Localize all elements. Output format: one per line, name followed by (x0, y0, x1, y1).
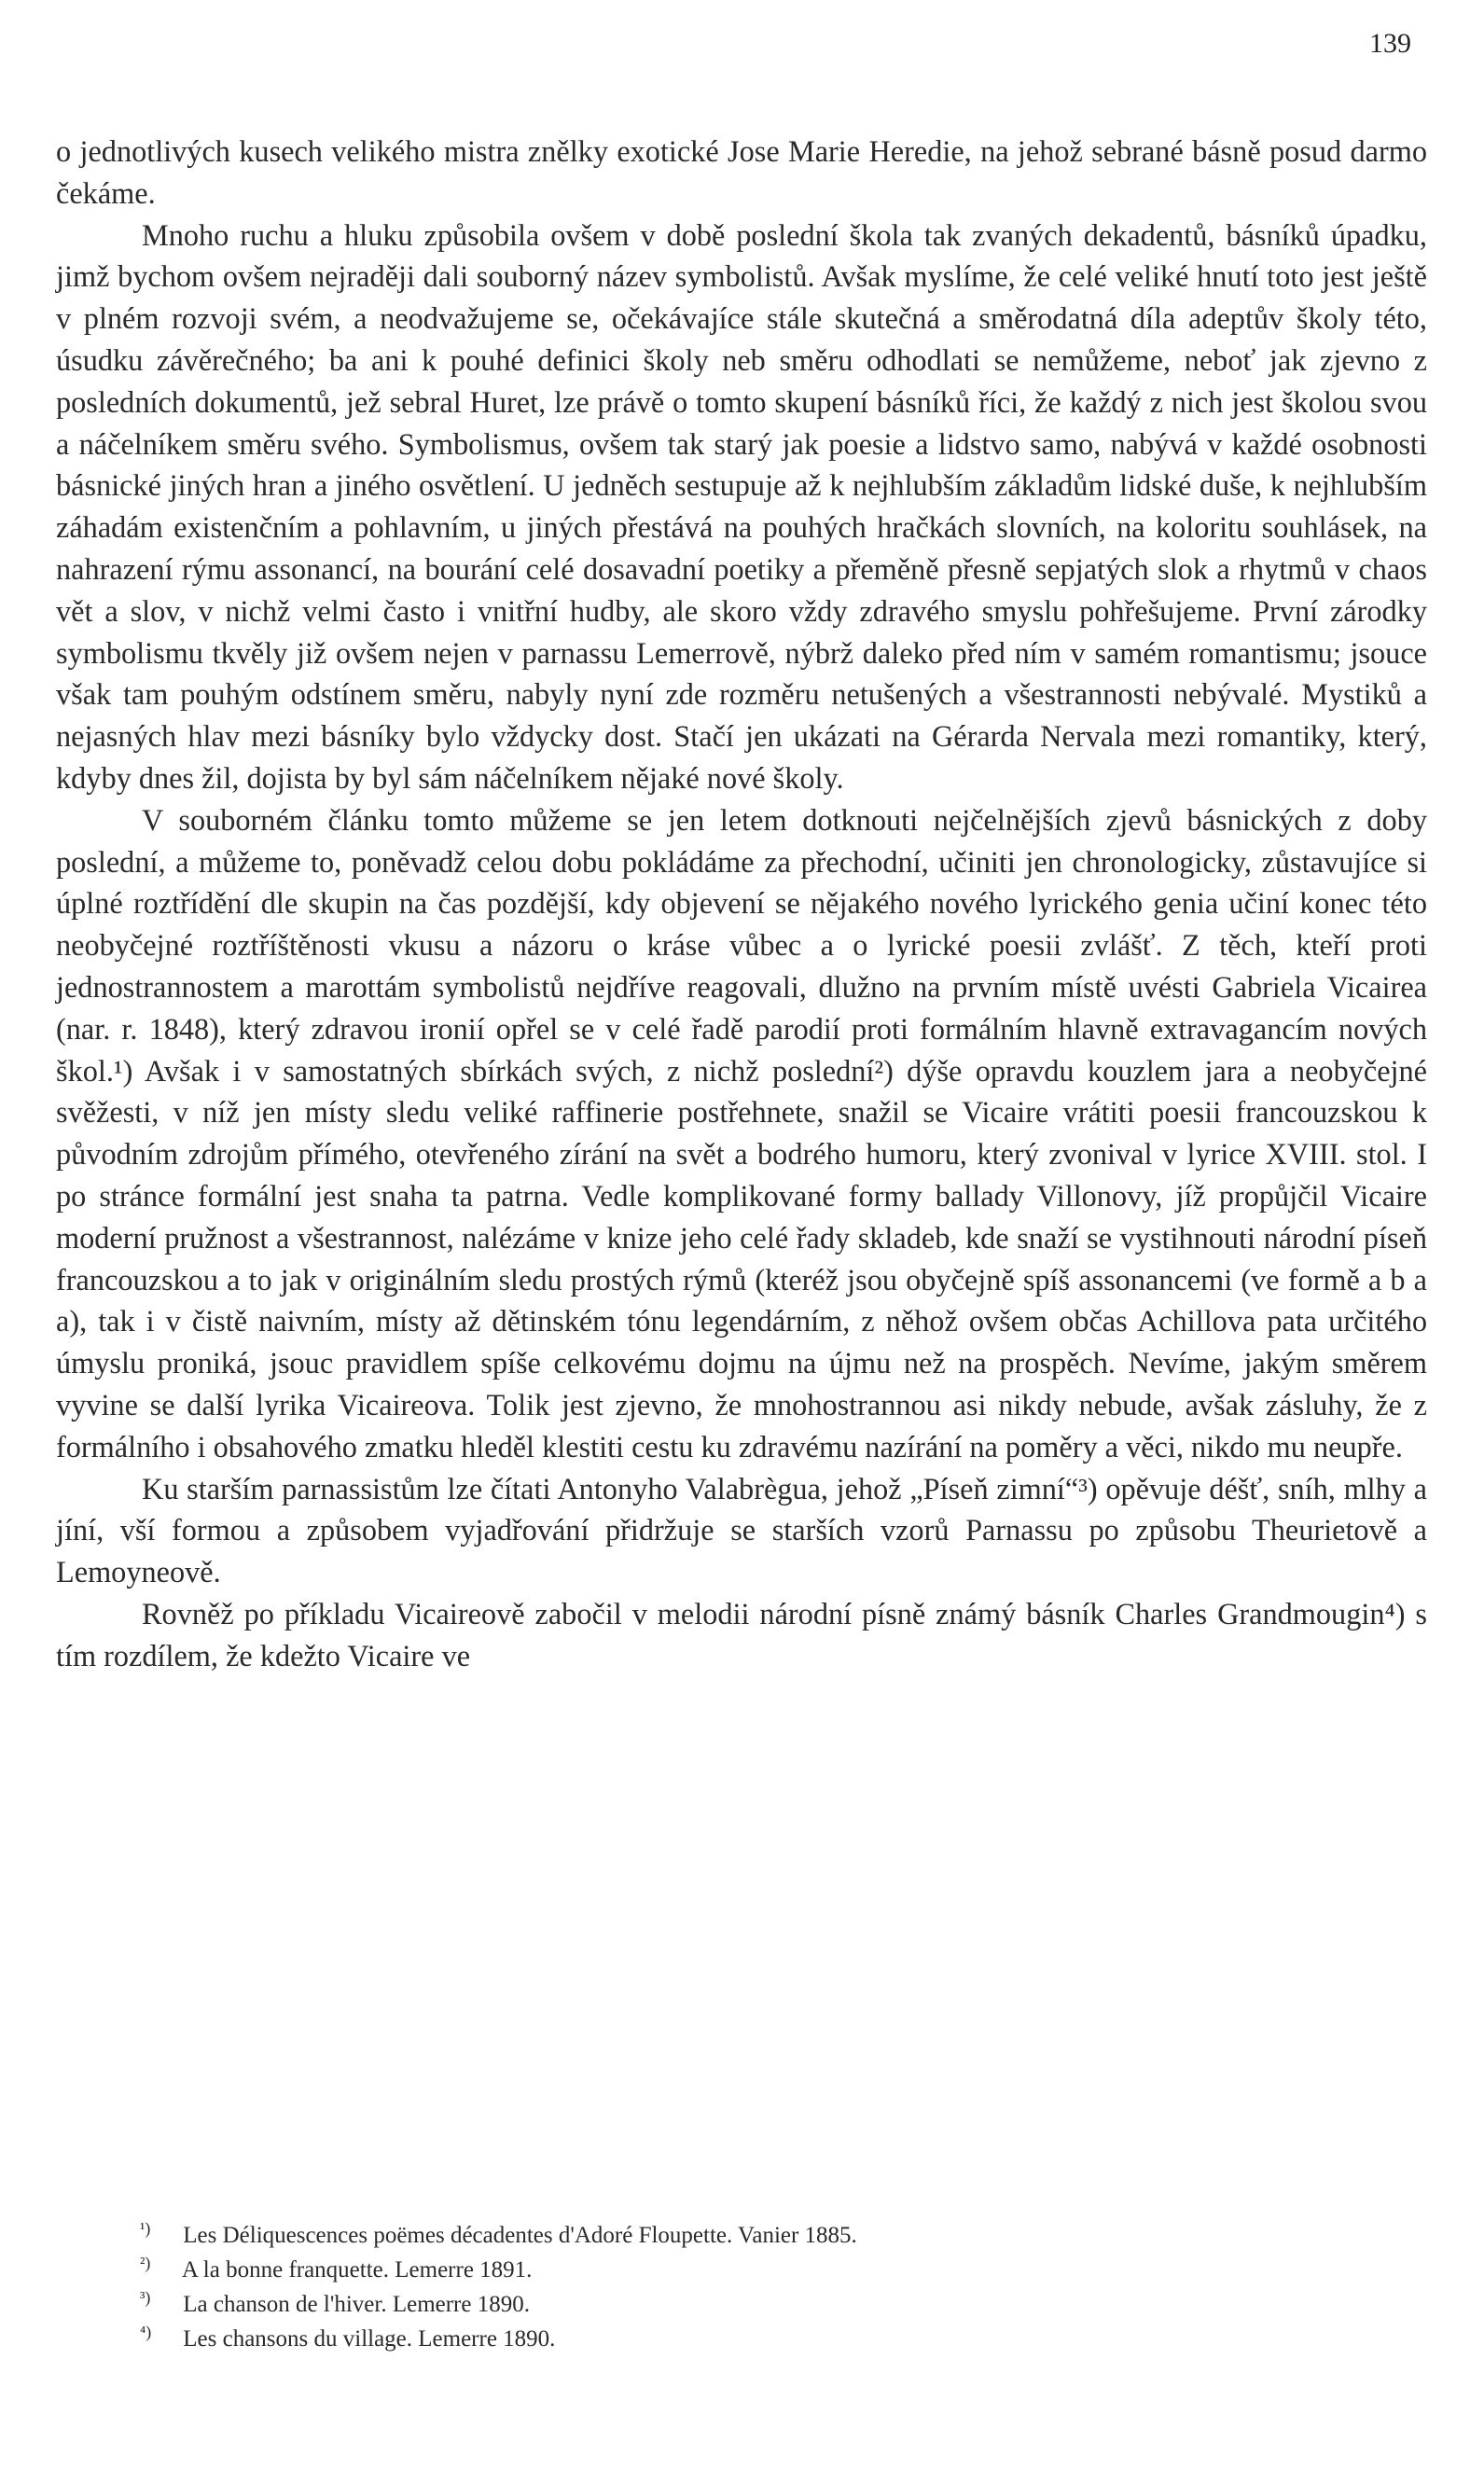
footnote: ⁴) Les chansons du village. Lemerre 1890. (140, 2322, 556, 2352)
footnote: ³) La chanson de l'hiver. Lemerre 1890. (140, 2287, 530, 2317)
footnote-text: Les Déliquescences poëmes décadentes d'Adoré Floupette. Vanier 1885. (183, 2223, 857, 2248)
paragraph: V souborném článku tomto můžeme se jen letem dotknouti nejčelnějších zjevů básnických z doby poslední, a můžeme to, poněvadž celou dobu pokládáme za přechodní, učiniti jen chronologicky, zůstavujíce si úplné roztřídění dle skupin na čas pozdější, kdy objevení se nějakého nového lyrického genia učiní konec této neobyčejné roztříštěnosti vkusu a názoru o kráse vůbec a o lyrické poesii zvlášť. Z těch, kteří proti jednostrannostem a marottám symbolistů nejdříve reagovali, dlužno na prvním místě uvésti Gabriela Vicairea (nar. r. 1848), který zdravou ironií opřel se v celé řadě parodií proti formálním hlavně extravagancím nových škol.¹) Avšak i v samostatných sbírkách svých, z nichž poslední²) dýše opravdu kouzlem jara a neobyčejné svěžesti, v níž jen místy sledu veliké raffinerie postřehnete, snažil se Vicaire vrátiti poesii francouzskou k původním zdrojům přímého, otevřeného zírání na svět a bodrého humoru, který zvonival v lyrice XVIII. stol. I po stránce formální jest snaha ta patrna. Vedle komplikované formy ballady Villonovy, jíž propůjčil Vicaire moderní pružnost a všestrannost, nalézáme v knize jeho celé řady skladeb, kde snaží se vystihnouti národní píseň francouzskou a to jak v originálním sledu prostých rýmů (kteréž jsou obyčejně spíš assonancemi (ve formě a b a a), tak i v čistě naivním, místy až dětinském tónu legendárním, z něhož ovšem občas Achillova pata určitého úmyslu proniká, jsouc pravidlem spíše celkovému dojmu na újmu než na prospěch. Nevíme, jakým směrem vyvine se další lyrika Vicaireova. Tolik jest zjevno, že mnohostrannou asi nikdy nebude, avšak zásluhy, že z formálního i obsahového zmatku hleděl klestiti cestu ku zdravému nazírání na poměry a věci, nikdo mu neupře. (56, 802, 1427, 1464)
paragraph: Mnoho ruchu a hluku způsobila ovšem v době poslední škola tak zvaných dekadentů, básníků úpadku, jimž bychom ovšem nejraději dali souborný název symbolistů. Avšak myslíme, že celé veliké hnutí toto jest ještě v plném rozvoji svém, a neodvažujeme se, očekávajíce stále skutečná a směrodatná díla adeptův školy této, úsudku závěrečného; ba ani k pouhé definici školy neb směru odhodlati se nemůžeme, neboť jak zjevno z posledních dokumentů, jež sebral Huret, lze právě o tomto skupení básníků říci, že každý z nich jest školou svou a náčelníkem směru svého. Symbolismus, ovšem tak starý jak poesie a lidstvo samo, nabývá v každé osobnosti básnické jiných hran a jiného osvětlení. U jedněch sestupuje až k nejhlubším základům lidské duše, k nejhlubším záhadám existenčním a pohlavním, u jiných přestává na pouhých hračkách slovních, na koloritu souhlásek, na nahrazení rýmu assonancí, na bourání celé dosavadní poetiky a přeměně přesně sepjatých slok a rhytmů v chaos vět a slov, v nichž velmi často i vnitřní hudby, ale skoro vždy zdravého smyslu pohřešujeme. První zárodky symbolismu tkvěly již ovšem nejen v parnassu Lemerrově, nýbrž daleko před ním v samém romantismu; jsouce však tam pouhým odstínem směru, nabyly nyní zde rozměru netušených a všestrannosti nebývalé. Mystiků a nejasných hlav mezi básníky bylo vždycky dost. Stačí jen ukázati na Gérarda Nervala mezi romantiky, který, kdyby dnes žil, dojista by byl sám náčelníkem nějaké nové školy. (56, 217, 1427, 795)
page-number: 139 (1369, 28, 1411, 59)
footnote: ¹) Les Déliquescences poëmes décadentes d'Adoré Floupette. Vanier 1885. (140, 2218, 857, 2248)
footnote-text: A la bonne franquette. Lemerre 1891. (181, 2257, 533, 2283)
body-text (56, 131, 1427, 1676)
footnote: ²) A la bonne franquette. Lemerre 1891. (140, 2253, 533, 2283)
footnote-text: Les chansons du village. Lemerre 1890. (183, 2326, 556, 2352)
footnotes (56, 2218, 1427, 2356)
footnote-text: La chanson de l'hiver. Lemerre 1890. (183, 2292, 530, 2317)
paragraph: Ku starším parnassistům lze čítati Antonyho Valabrègua, jehož „Píseň zimní“³) opěvuje déšť, sníh, mlhy a jíní, vší formou a způsobem vyjadřování přidržuje se starších vzorů Parnassu po způsobu Theurietově a Lemoyneově. (56, 1471, 1427, 1589)
paragraph: o jednotlivých kusech velikého mistra znělky exotické Jose Marie Heredie, na jehož sebrané básně posud darmo čekáme. (56, 134, 1427, 210)
paragraph: Rovněž po příkladu Vicaireově zabočil v melodii národní písně známý básník Charles Grandmougin⁴) s tím rozdílem, že kdežto Vicaire ve (56, 1596, 1427, 1672)
